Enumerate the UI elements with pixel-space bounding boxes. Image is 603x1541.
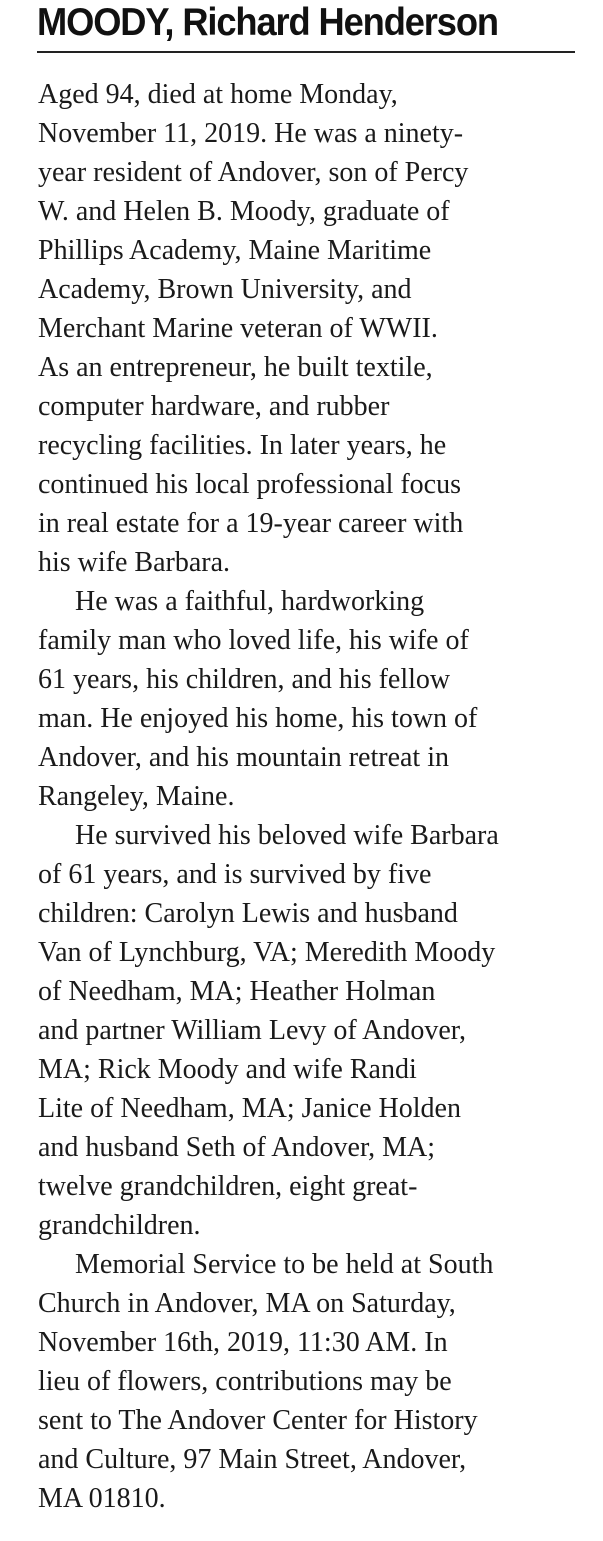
text-line: recycling facilities. In later years, he — [38, 430, 447, 461]
text-line: children: Carolyn Lewis and husband — [38, 898, 458, 929]
text-line: in real estate for a 19-year career with — [38, 508, 464, 539]
text-line: Rangeley, Maine. — [38, 781, 235, 812]
text-line: of Needham, MA; Heather Holman — [38, 976, 436, 1007]
text-line: Merchant Marine veteran of WWII. — [38, 313, 438, 344]
text-line: continued his local professional focus — [38, 469, 462, 500]
text-line: November 16th, 2019, 11:30 AM. In — [38, 1327, 448, 1358]
text-line: twelve grandchildren, eight great- — [38, 1171, 418, 1202]
text-line: Phillips Academy, Maine Maritime — [38, 235, 432, 266]
obituary-body — [38, 75, 583, 1518]
paragraph-survivors — [38, 816, 583, 1245]
text-line: of 61 years, and is survived by five — [38, 859, 432, 890]
paragraph-biography — [38, 75, 583, 582]
text-line: 61 years, his children, and his fellow — [38, 664, 451, 695]
text-line: lieu of flowers, contributions may be — [38, 1366, 452, 1397]
text-line: Church in Andover, MA on Saturday, — [38, 1288, 456, 1319]
text-line: computer hardware, and rubber — [38, 391, 390, 422]
text-line: sent to The Andover Center for History — [38, 1405, 478, 1436]
text-line: and partner William Levy of Andover, — [38, 1015, 466, 1046]
paragraph-memorial-service — [38, 1245, 583, 1518]
text-line: Lite of Needham, MA; Janice Holden — [38, 1093, 461, 1124]
text-line: Academy, Brown University, and — [38, 274, 412, 305]
text-line: Memorial Service to be held at South — [75, 1249, 494, 1280]
text-line: year resident of Andover, son of Percy — [38, 157, 469, 188]
text-line: MA 01810. — [38, 1483, 166, 1514]
obituary-headline: MOODY, Richard Henderson — [37, 1, 498, 44]
text-line: his wife Barbara. — [38, 547, 231, 578]
text-line: He was a faithful, hardworking — [75, 586, 425, 617]
text-line: As an entrepreneur, he built textile, — [38, 352, 433, 383]
text-line: grandchildren. — [38, 1210, 201, 1241]
text-line: W. and Helen B. Moody, graduate of — [38, 196, 450, 227]
text-line: November 11, 2019. He was a ninety- — [38, 118, 464, 149]
text-line: He survived his beloved wife Barbara — [75, 820, 499, 851]
text-line: and Culture, 97 Main Street, Andover, — [38, 1444, 467, 1475]
text-line: Van of Lynchburg, VA; Meredith Moody — [38, 937, 496, 968]
text-line: Andover, and his mountain retreat in — [38, 742, 449, 773]
headline-divider — [37, 51, 575, 53]
text-line: family man who loved life, his wife of — [38, 625, 469, 656]
text-line: and husband Seth of Andover, MA; — [38, 1132, 436, 1163]
text-line: Aged 94, died at home Monday, — [38, 79, 398, 110]
text-line: MA; Rick Moody and wife Randi — [38, 1054, 417, 1085]
text-line: man. He enjoyed his home, his town of — [38, 703, 478, 734]
paragraph-character — [38, 582, 583, 816]
